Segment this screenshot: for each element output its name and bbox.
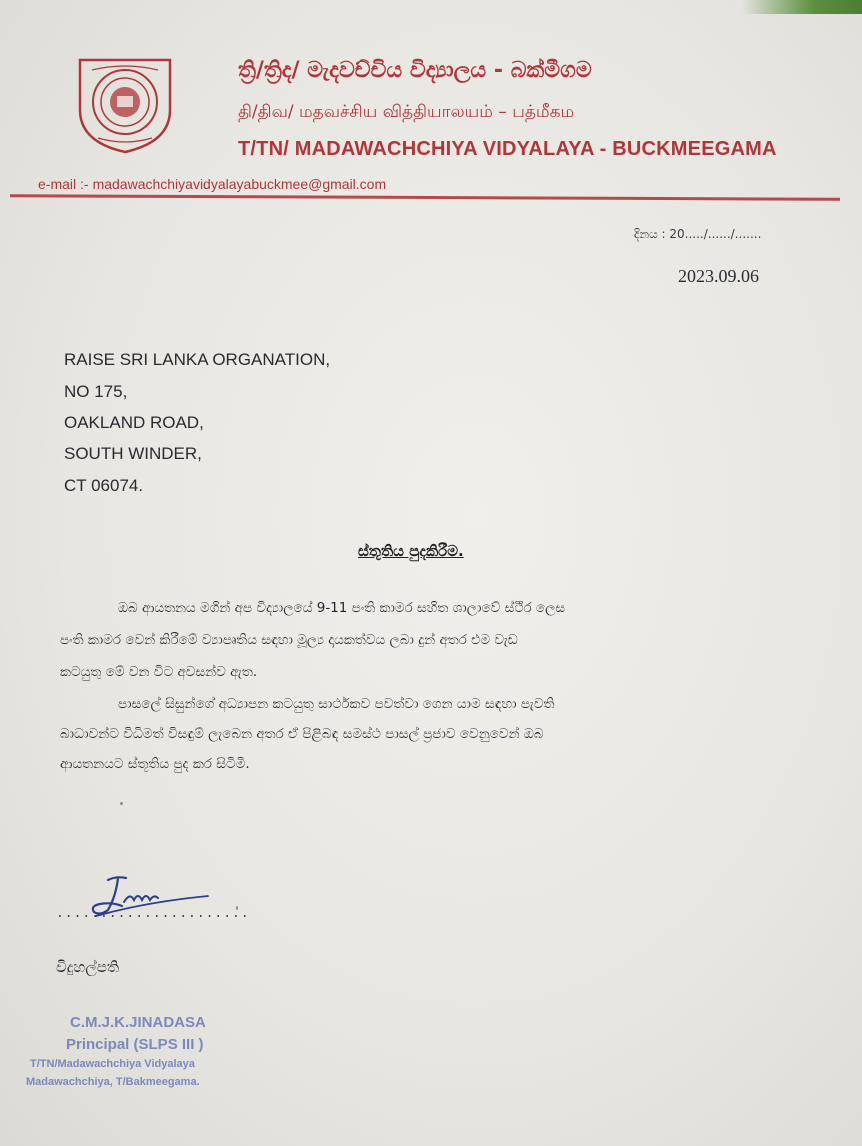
body-line: කටයුතු මේ වන විට අවසන්ව ඇත. bbox=[60, 664, 258, 680]
body-line: ආයතනයට ස්තූතිය පුද කර සිටිමි. bbox=[60, 756, 250, 772]
stamp-position: Principal (SLPS III ) bbox=[66, 1036, 204, 1053]
recipient-line: CT 06074. bbox=[64, 476, 144, 495]
letter-date: 2023.09.06 bbox=[678, 266, 759, 286]
recipient-line: RAISE SRI LANKA ORGANATION, bbox=[64, 350, 331, 369]
signatory-title: විදුහල්පති bbox=[56, 958, 120, 976]
letterhead-email-row bbox=[38, 176, 386, 192]
stamp-name: C.M.J.K.JINADASA bbox=[70, 1014, 206, 1031]
body-line: පාසලේ සිසුන්ගේ අධ්‍යාපන කටයුතු සාර්ථකව පවත්වා ගෙන යාම සඳහා පැවති bbox=[118, 696, 555, 712]
recipient-line: NO 175, bbox=[64, 382, 128, 401]
signature-line: ...................... bbox=[56, 906, 250, 921]
email-label: e-mail :- bbox=[38, 176, 89, 192]
stamp-school: T/TN/Madawachchiya Vidyalaya bbox=[30, 1058, 195, 1070]
paper-speck bbox=[120, 802, 123, 805]
body-line: බාධාවන්ට විධිමත් විසඳුම් ලැබෙන අතර ඒ පිළිබඳ සමස්ථ පාසල් ප්‍රජාව වෙනුවෙන් ඔබ bbox=[60, 726, 544, 742]
body-line: පංති කාමර වෙන් කිරීමේ ව්‍යාපෘතිය සඳහා මූල්‍ය දායකත්වය ලබා දුන් අතර එම වැඩ bbox=[60, 632, 518, 648]
recipient-line: SOUTH WINDER, bbox=[64, 444, 202, 463]
school-name-sinhala: ත්‍රි/ත්‍රිද/ මැදවච්චිය විද්‍යාලය - බක්මීගම bbox=[238, 58, 592, 83]
recipient-line: OAKLAND ROAD, bbox=[64, 413, 204, 432]
school-name-english: T/TN/ MADAWACHCHIYA VIDYALAYA - BUCKMEEGAMA bbox=[238, 138, 777, 160]
school-crest-icon bbox=[72, 50, 178, 154]
letter-subject: ස්තූතිය පුදකිරීම. bbox=[358, 542, 464, 560]
email-address: madawachchiyavidyalayabuckmee@gmail.com bbox=[92, 176, 387, 192]
school-name-tamil: தி/திவ/ மதவச்சிய வித்தியாலயம் – பத்மீகம bbox=[238, 102, 575, 122]
date-template: දිනය : 20...../....../....... bbox=[634, 227, 762, 241]
body-line: ඔබ ආයතනය මගින් අප විද්‍යාලයේ 9-11 පංති කාමර සහිත ශාලාවේ ස්ථිර ලෙස bbox=[118, 600, 566, 616]
stamp-address: Madawachchiya, T/Bakmeegama. bbox=[26, 1076, 200, 1088]
background-corner bbox=[742, 0, 862, 14]
